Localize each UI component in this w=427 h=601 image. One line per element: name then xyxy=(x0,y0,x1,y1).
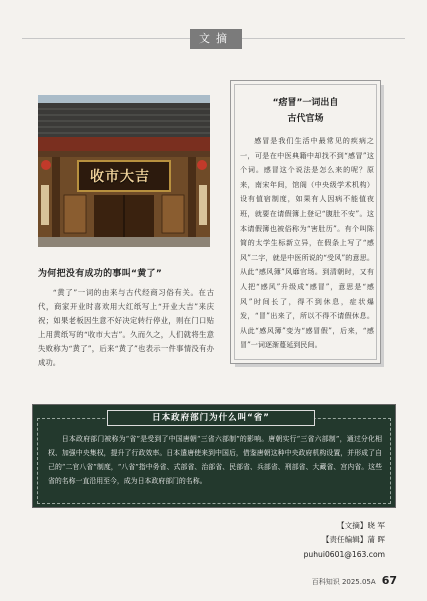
right-article-title-line1: “痞冒”一词出自 xyxy=(272,98,339,108)
editor-credit: 【文摘】晓 军 xyxy=(337,521,385,530)
section-tag: 文摘 xyxy=(190,29,242,49)
responsible-editor-credit: 【责任编辑】蒲 晖 xyxy=(321,535,385,544)
storefront-photo xyxy=(38,95,210,247)
right-article-body: 感冒是我们生活中最常见的疾病之一，可是在中医典籍中却找不到“感冒”这个词。感冒这个说法是怎么来的呢？原来，南宋年间，馆阁（中央级学术机构）设有值宿制度，如果有人因病不能值夜班，就要在请假簿上登记“腹肚不安”。这本请假簿也被俗称为“害肚历”。有个叫陈简的太学生标新立异，在假条上写了“感风”二字，就是中医所说的“受风”的意思。从此“感风簿”风靡官场。到清朝时，又有人把“感风”升级成“感冒”，意思是“感风”时间长了，得不到休息，症状爆发，“冒”出来了，所以不得不请假休息。从此“感风簿”变为“感冒假”，后来，“感冒”一词逐渐蔓延到民间。 xyxy=(240,136,374,350)
right-article-title xyxy=(238,95,373,127)
magazine-issue: 百科知识 2025.05A xyxy=(311,578,376,586)
page-number: 67 xyxy=(381,574,397,587)
bottom-info-title: 日本政府部门为什么叫“省” xyxy=(107,410,315,426)
signboard-text: 收市大吉 xyxy=(90,169,150,185)
left-article-title: 为何把没有成功的事叫“黄了” xyxy=(38,269,163,279)
left-article-body: “黄了”一词的由来与古代经商习俗有关。在古代，商家开业时喜欢用大红纸写上“开业大吉”来庆祝；如果老板因生意不好决定转行停业，则在门口贴上用黄纸写的“收市大吉”。久而久之，人们就将生意失败称为“黄了”，后来“黄了”也表示一件事情没有办成功。 xyxy=(38,288,214,367)
editor-email: puhui0601@163.com xyxy=(303,550,385,559)
page-footer xyxy=(312,574,397,587)
right-article-title-line2: 古代官场 xyxy=(287,114,324,124)
bottom-info-body: 日本政府部门被称为“省”是受到了中国唐朝“三省六部制”的影响。唐朝实行“三省六部制”，通过分化相权、加强中央集权，提升了行政效率。日本遣唐使来到中国后，借鉴唐朝这种中央政府机构设置，并形成了自己的“二官八省”制度，“八省”指中务省、式部省、治部省、民部省、兵部省、刑部省、大藏省、宫内省。这些省的名称一直沿用至今，成为日本政府部门的名称。 xyxy=(48,435,382,485)
